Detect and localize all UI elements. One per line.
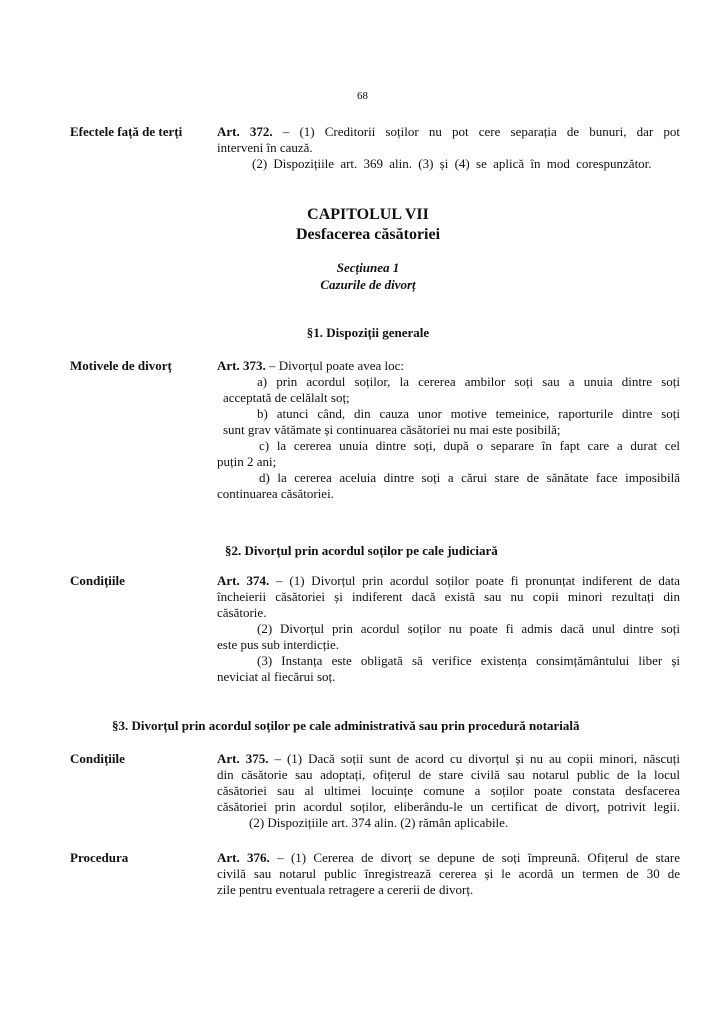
article-372 bbox=[217, 124, 680, 172]
paragraph-2-title: §2. Divorțul prin acordul soților pe cale judiciară bbox=[225, 543, 498, 558]
side-heading-conditiile-375: Condițiile bbox=[70, 751, 125, 766]
article-373-line-5: sunt grav vătămate și continuarea căsătoriei nu mai este posibilă; bbox=[223, 422, 561, 437]
article-374-line-7: neviciat al fiecărui soț. bbox=[217, 669, 336, 684]
article-373-line-3: acceptată de celălalt soț; bbox=[223, 390, 350, 405]
article-374-line-4: (2) Divorțul prin acordul soților nu poate fi admis dacă unul dintre soți bbox=[257, 621, 680, 636]
article-375-head: Art. 375. bbox=[217, 751, 269, 766]
side-heading-procedura: Procedura bbox=[70, 850, 129, 865]
article-373-text-1: – Divorțul poate avea loc: bbox=[265, 358, 405, 373]
article-376-head: Art. 376. bbox=[217, 850, 270, 865]
article-376-line-2: civilă sau notarul public înregistrează cererea și le acordă un termen de 30 de bbox=[217, 866, 680, 881]
article-372-line-1 bbox=[217, 124, 680, 140]
article-373-head: Art. 373. bbox=[217, 358, 266, 373]
section-label: Secțiunea 1 bbox=[336, 260, 400, 275]
article-373-line-1 bbox=[217, 358, 680, 374]
article-374-line-6: (3) Instanța este obligată să verifice existența consimțământului liber și bbox=[257, 653, 680, 668]
section-title: Cazurile de divorț bbox=[320, 277, 416, 292]
article-374-text-1: – (1) Divorțul prin acordul soților poate fi pronunțat indiferent de data bbox=[269, 573, 680, 588]
article-376 bbox=[217, 850, 680, 898]
side-heading-efectele: Efectele față de terți bbox=[70, 124, 183, 139]
paragraph-1-title: §1. Dispoziții generale bbox=[306, 325, 430, 340]
article-373-line-7: puțin 2 ani; bbox=[217, 454, 277, 469]
article-376-line-3: zile pentru eventuala retragere a cererii de divorț. bbox=[217, 882, 474, 897]
article-375-text-1: – (1) Dacă soții sunt de acord cu divorțul și nu au copii minori, născuți bbox=[268, 751, 680, 766]
article-373-line-2: a) prin acordul soților, la cererea ambilor soți sau a unuia dintre soți bbox=[257, 374, 680, 389]
article-374 bbox=[217, 573, 680, 685]
article-376-text-1: – (1) Cererea de divorț se depune de soți împreună. Ofițerul de stare bbox=[269, 850, 680, 865]
side-heading-conditiile-374: Condițiile bbox=[70, 573, 125, 588]
page-number: 68 bbox=[357, 90, 368, 102]
paragraph-3-title: §3. Divorțul prin acordul soților pe cale administrativă sau prin procedură notarială bbox=[112, 718, 580, 733]
article-374-line-5: este pus sub interdicție. bbox=[217, 637, 340, 652]
article-372-head: Art. 372. bbox=[217, 124, 273, 139]
side-heading-motivele: Motivele de divorț bbox=[70, 358, 172, 373]
article-373-line-8: d) la cererea aceluia dintre soți a cărui stare de sănătate face imposibilă bbox=[259, 470, 680, 485]
article-372-line-2: interveni în cauză. bbox=[217, 140, 313, 155]
article-373-line-9: continuarea căsătoriei. bbox=[217, 486, 334, 501]
chapter-subtitle: Desfacerea căsătoriei bbox=[295, 226, 441, 243]
article-375-line-1 bbox=[217, 751, 680, 767]
article-373-line-6: c) la cererea unuia dintre soți, după o separare în fapt care a durat cel bbox=[259, 438, 680, 453]
chapter-title: CAPITOLUL VII bbox=[307, 206, 429, 223]
article-373 bbox=[217, 358, 680, 502]
article-372-text-1: – (1) Creditorii soților nu pot cere separația de bunuri, dar pot bbox=[272, 124, 680, 139]
article-374-line-3: căsătorie. bbox=[217, 605, 267, 620]
article-372-line-3: (2) Dispozițiile art. 369 alin. (3) și (4) se aplică în mod corespunzător. bbox=[252, 156, 652, 171]
article-374-line-2: încheierii căsătoriei și indiferent dacă există sau nu copii minori rezultați din bbox=[217, 589, 680, 604]
article-375-line-4: căsătoriei prin acordul soților, eliberându-le un certificat de divorț, potrivit legii. bbox=[217, 799, 680, 814]
article-373-line-4: b) atunci când, din cauza unor motive temeinice, raporturile dintre soți bbox=[257, 406, 680, 421]
article-374-line-1 bbox=[217, 573, 680, 589]
article-375-line-5: (2) Dispozițiile art. 374 alin. (2) rămân aplicabile. bbox=[249, 815, 509, 830]
article-375-line-3: căsătoriei sau al ultimei locuințe comune a soților poate constata desfacerea bbox=[217, 783, 680, 798]
article-376-line-1 bbox=[217, 850, 680, 866]
article-374-head: Art. 374. bbox=[217, 573, 270, 588]
article-375-line-2: din căsătorie sau adoptați, ofițerul de stare civilă sau notarul public de la locul bbox=[217, 767, 680, 782]
article-375 bbox=[217, 751, 680, 831]
